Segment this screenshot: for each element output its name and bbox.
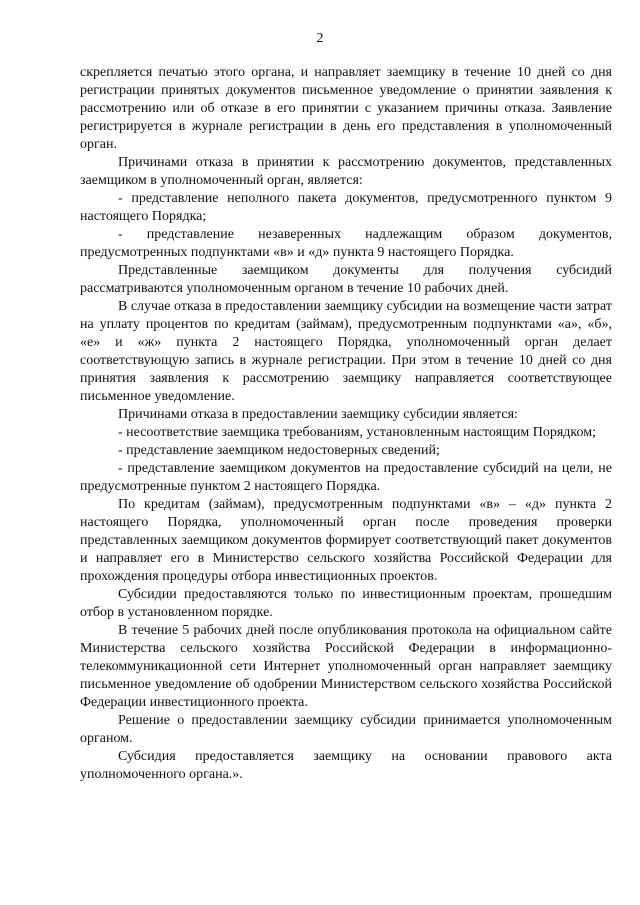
list-item-noncompliance: - несоответствие заемщика требованиям, установленным настоящим Порядком; xyxy=(118,425,596,440)
paragraph-subsidy-refusal-record: В случае отказа в предоставлении заемщику субсидии на возмещение части затрат на уплату процентов по кредитам (займам), предусмотренным подпунктами «а», «б», «е» и «ж» пункта 2 настоящего Порядка, уполномоченный орган делает соответствующую запись в журнале регистрации. При этом в течение 10 дней со дня принятия заявления к рассмотрению заемщику направляется соответствующее письменное уведомление. xyxy=(80,299,612,404)
list-item-unprovided-purposes: - представление заемщиком документов на предоставление субсидий на цели, не предусмотренные пунктом 2 настоящего Порядка. xyxy=(80,461,612,494)
document-body xyxy=(80,64,612,784)
list-item-incomplete-package: - представление неполного пакета документов, предусмотренного пунктом 9 настоящего Порядка; xyxy=(80,191,612,224)
paragraph-refusal-reasons-intro: Причинами отказа в принятии к рассмотрению документов, представленных заемщиком в уполномоченный орган, является: xyxy=(80,155,612,188)
list-item-false-information: - представление заемщиком недостоверных сведений; xyxy=(118,443,440,458)
paragraph-approval-notice: В течение 5 рабочих дней после опубликования протокола на официальном сайте Министерства сельского хозяйства Российской Федерации в информационно-телекоммуникационной сети Интернет уполномоченный орган направляет заемщику письменное уведомление об одобрении Министерством сельского хозяйства Российской Федерации инвестиционного проекта. xyxy=(80,623,612,710)
list-item-uncertified-documents: - представление незаверенных надлежащим образом документов, предусмотренных подпунктами «в» и «д» пункта 9 настоящего Порядка. xyxy=(80,227,612,260)
page-number: 2 xyxy=(316,31,324,46)
paragraph-subsidy-refusal-reasons-intro: Причинами отказа в предоставлении заемщику субсидии является: xyxy=(118,407,518,422)
paragraph-investment-project-package: По кредитам (займам), предусмотренным подпунктами «в» – «д» пункта 2 настоящего Порядка, уполномоченный орган после проведения проверки представленных заемщиком документов формирует соответствующий пакет документов и направляет его в Министерство сельского хозяйства Российской Федерации для прохождения процедуры отбора инвестиционных проектов. xyxy=(80,497,612,584)
paragraph-selected-projects-only: Субсидии предоставляются только по инвестиционным проектам, прошедшим отбор в установленном порядке. xyxy=(80,587,612,620)
paragraph-registration-notice: скрепляется печатью этого органа, и направляет заемщику в течение 10 дней со дня регистрации принятых документов письменное уведомление о принятии заявления к рассмотрению или об отказе в его принятии с указанием причины отказа. Заявление регистрируется в журнале регистрации в день его представления в уполномоченный орган. xyxy=(80,65,612,152)
paragraph-decision-authority: Решение о предоставлении заемщику субсидии принимается уполномоченным органом. xyxy=(80,713,612,746)
paragraph-review-period: Представленные заемщиком документы для получения субсидий рассматриваются уполномоченным органом в течение 10 рабочих дней. xyxy=(80,263,612,296)
paragraph-legal-act-basis: Субсидия предоставляется заемщику на основании правового акта уполномоченного органа.». xyxy=(80,749,612,782)
